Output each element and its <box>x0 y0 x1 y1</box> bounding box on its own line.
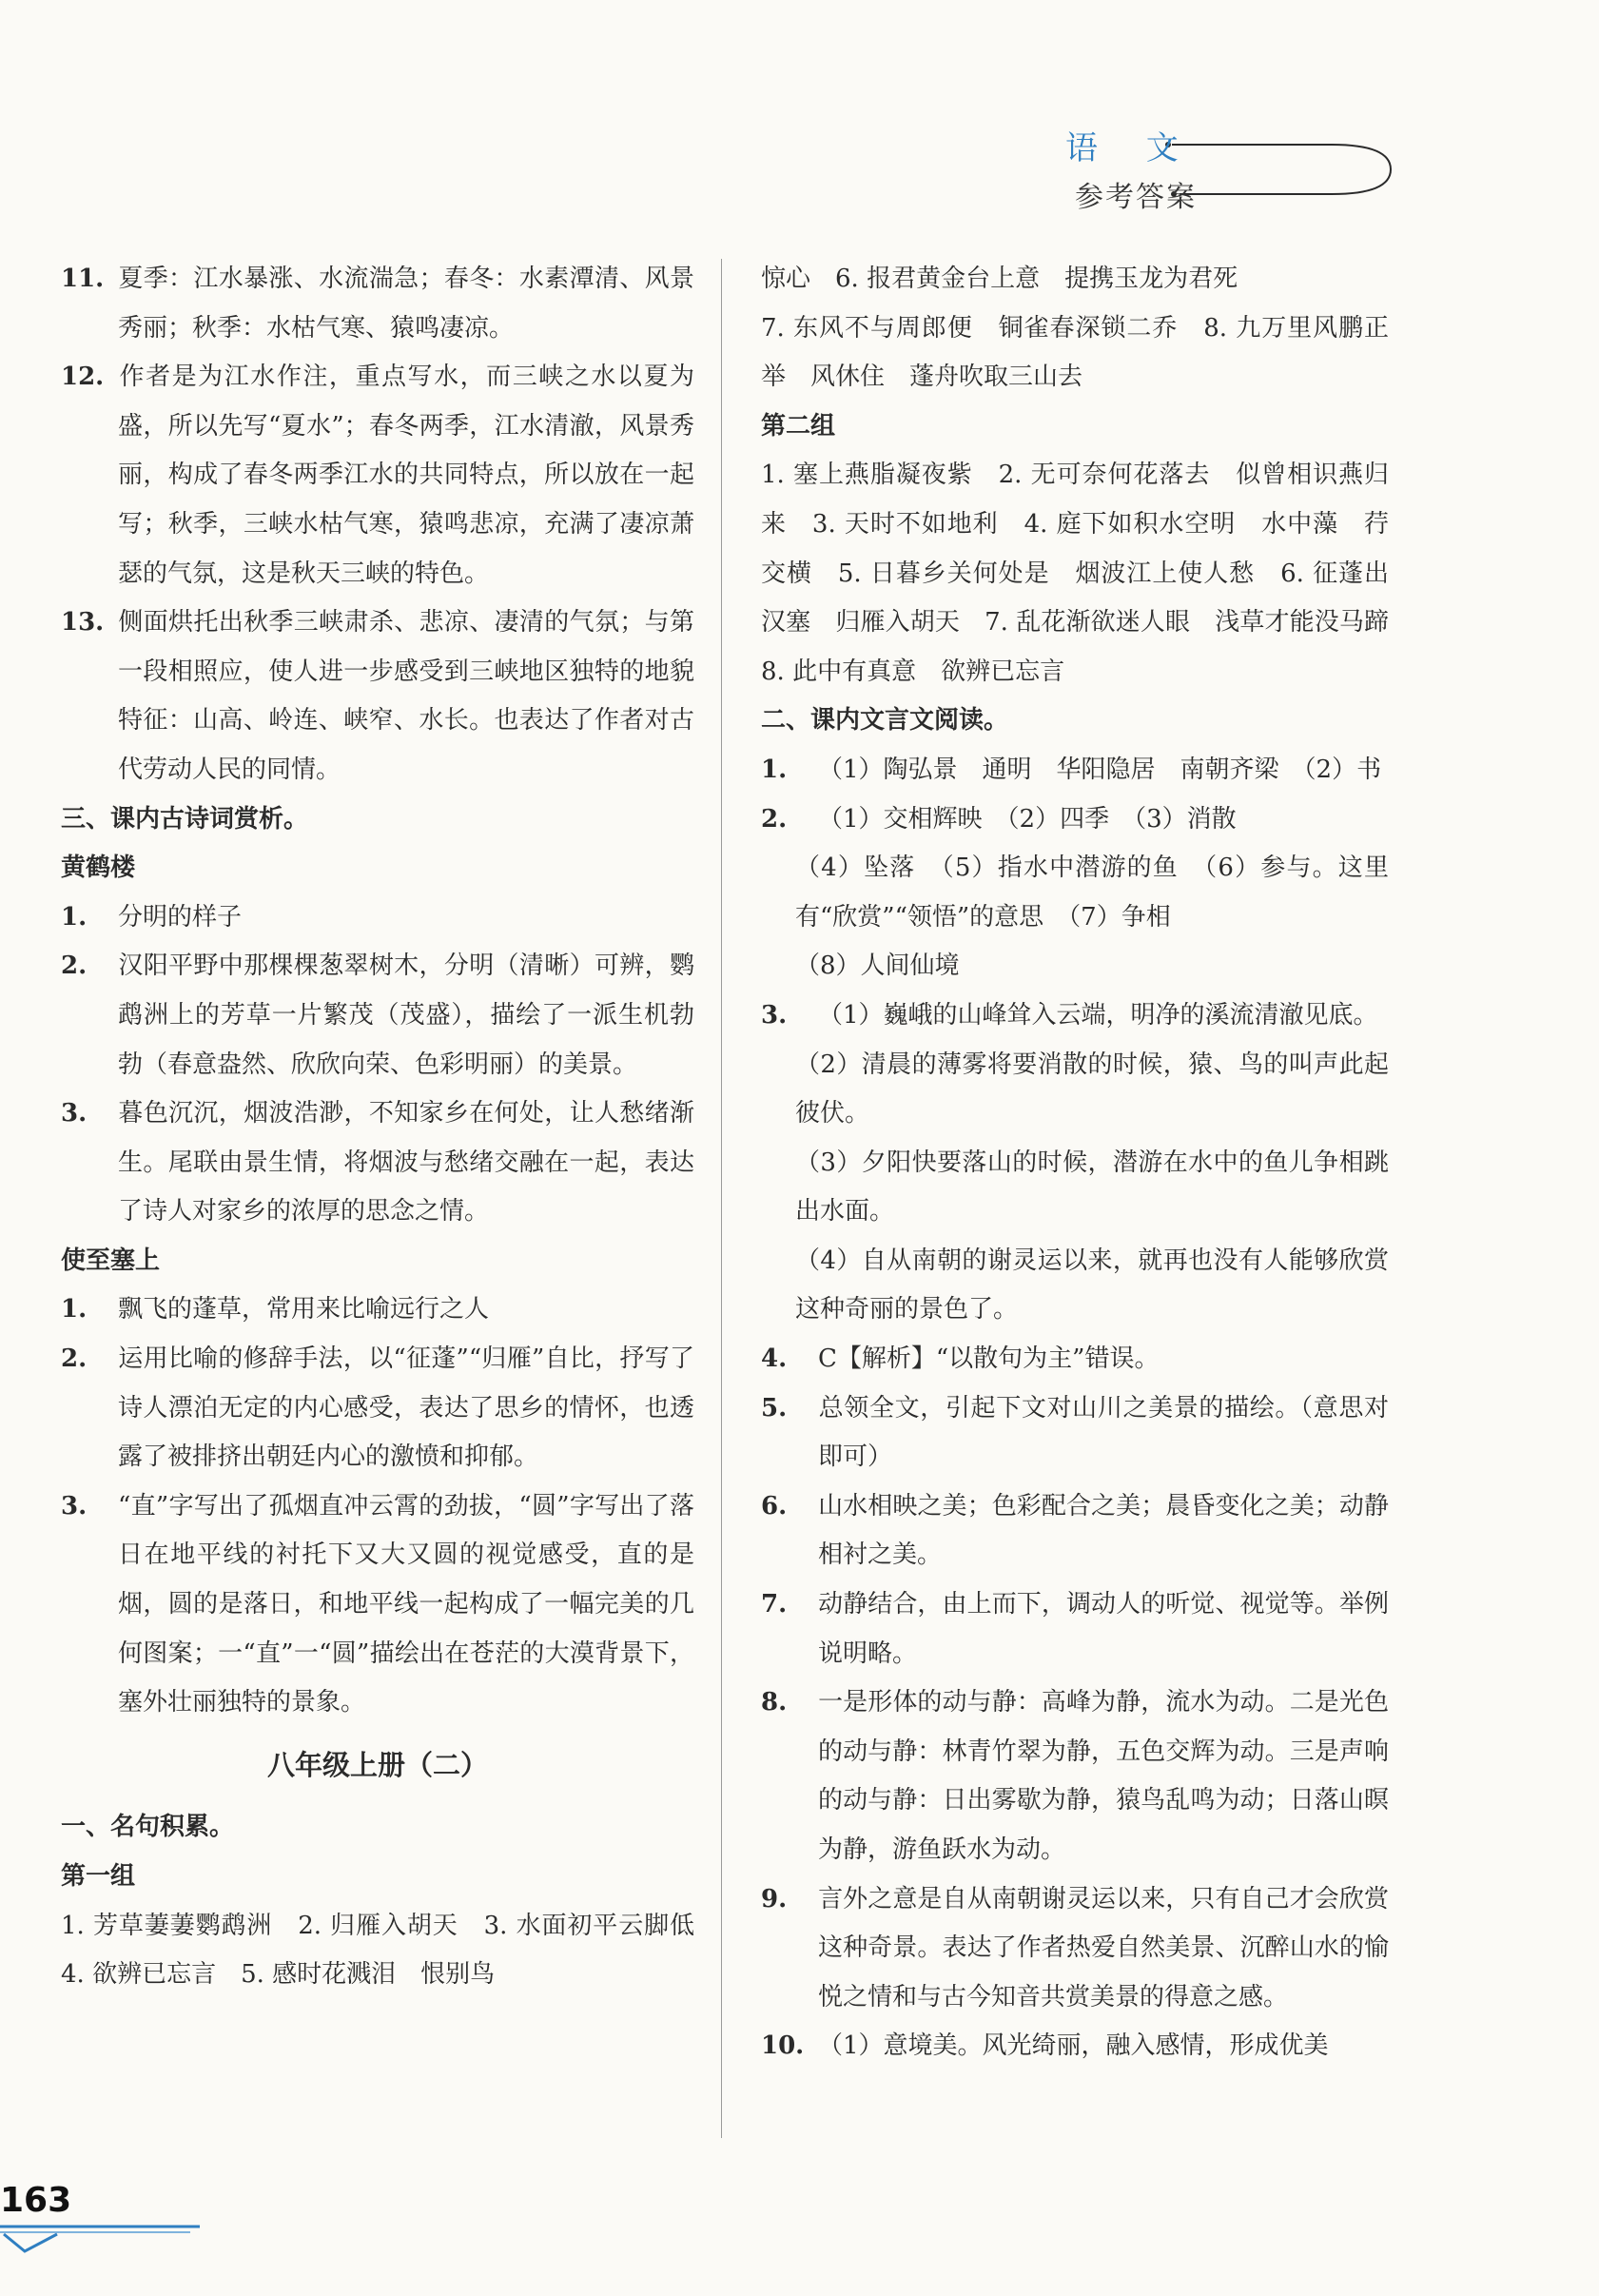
answer-item <box>761 1335 1389 1384</box>
item-text: 夏季：江水暴涨、水流湍急；春冬：水素潭清、风景秀丽；秋季：水枯气寒、猿鸣凄凉。 <box>118 265 694 343</box>
item-number: 12. <box>61 363 105 392</box>
answer-item <box>61 1089 694 1237</box>
answer-line: 1. 塞上燕脂凝夜紫 2. 无可奈何花落去 似曾相识燕归来 3. 天时不如地利 4. 庭下如积水空明 水中藻 荇交横 5. 日暮乡关何处是 烟波江上使人愁 6. 征蓬出汉塞 归雁入胡天 7. 乱花渐欲迷人眼 浅草才能没马蹄 8. 此中有真意 欲辨已忘言 <box>761 461 1414 686</box>
answer-line: 7. 东风不与周郎便 铜雀春深锁二乔 8. 九万里风鹏正举 风休住 蓬舟吹取三山去 <box>761 313 1389 392</box>
answer-subitem: （4）自从南朝的谢灵运以来，就再也没有人能够欣赏这种奇丽的景色了。 <box>795 1246 1389 1325</box>
section-heading: 一、名句积累。 <box>61 1813 235 1842</box>
answer-line: 1. 芳草萋萋鹦鹉洲 2. 归雁入胡天 3. 水面初平云脚低 4. 欲辨已忘言 5. 感时花溅泪 恨别鸟 <box>61 1911 720 1990</box>
subject-label: 语 文 <box>1065 129 1198 167</box>
item-number: 9. <box>761 1884 788 1913</box>
item-number: 2. <box>61 952 88 981</box>
item-text: 飘飞的蓬草，常用来比喻远行之人 <box>118 1295 490 1325</box>
answer-item <box>761 1384 1389 1482</box>
page-number-decoration-icon <box>0 2221 219 2259</box>
item-number: 10. <box>761 2031 805 2061</box>
item-number: 1. <box>61 902 88 932</box>
answer-item <box>761 1580 1389 1678</box>
chapter-title: 八年级上册（二） <box>266 1748 488 1781</box>
item-text: “直”字写出了孤烟直冲云霄的劲拔，“圆”字写出了落日在地平线的衬托下又大又圆的视觉感受，直的是烟，圆的是落日，和地平线一起构成了一幅完美的几何图案；一“直”一“圆”描绘出在苍茫的大漠背景下，塞外壮丽独特的景象。 <box>118 1491 694 1717</box>
item-text: 言外之意是自从南朝谢灵运以来，只有自己才会欣赏这种奇景。表达了作者热爱自然美景、沉醉山水的愉悦之情和与古今知音共赏美景的得意之感。 <box>818 1884 1389 2011</box>
item-number: 3. <box>761 1000 788 1030</box>
sub-heading: 使至塞上 <box>61 1246 161 1275</box>
answer-item <box>761 1875 1389 2023</box>
item-number: 2. <box>761 804 788 834</box>
answers-label: 参考答案 <box>1075 181 1197 214</box>
item-text: 一是形体的动与静：高峰为静，流水为动。二是光色的动与静：林青竹翠为静，五色交辉为动。三是声响的动与静：日出雾歇为静，猿鸟乱鸣为动；日落山暝为静，游鱼跃水为动。 <box>818 1688 1389 1864</box>
item-text: 分明的样子 <box>118 902 243 932</box>
item-text: 汉阳平野中那棵棵葱翠树木，分明（清晰）可辨，鹦鹉洲上的芳草一片繁茂（茂盛），描绘了一派生机勃勃（春意盎然、欣欣向荣、色彩明丽）的美景。 <box>118 952 694 1079</box>
sub-heading: 黄鹤楼 <box>61 854 136 883</box>
item-number: 6. <box>761 1491 788 1521</box>
answer-item <box>61 1335 694 1482</box>
item-text: （1）陶弘景 通明 华阳隐居 南朝齐梁 （2）书 <box>818 755 1382 784</box>
answer-subitem: （2）清晨的薄雾将要消散的时候，猿、鸟的叫声此起彼伏。 <box>795 1050 1389 1128</box>
answer-subitem: （8）人间仙境 <box>795 952 960 981</box>
answer-item <box>761 1678 1389 1874</box>
item-text: （1）交相辉映 （2）四季 （3）消散 <box>818 804 1237 834</box>
answer-item <box>61 893 694 943</box>
answer-item <box>61 599 694 795</box>
answer-item <box>61 255 694 353</box>
right-column <box>761 255 1414 2071</box>
answer-item <box>761 746 1389 795</box>
section-heading: 三、课内古诗词赏析。 <box>61 804 309 834</box>
item-number: 3. <box>61 1491 88 1521</box>
item-text: 总领全文，引起下文对山川之美景的描绘。（意思对即可） <box>818 1393 1389 1472</box>
column-divider <box>721 259 722 2138</box>
answer-item <box>61 1482 694 1728</box>
item-text: （1）巍峨的山峰耸入云端，明净的溪流清澈见底。 <box>818 1000 1378 1030</box>
item-text: C【解析】“以散句为主”错误。 <box>818 1344 1160 1374</box>
answer-item <box>61 1285 694 1335</box>
page-header <box>1056 122 1398 214</box>
answer-item <box>761 1482 1389 1580</box>
section-heading: 二、课内文言文阅读。 <box>761 706 1009 736</box>
item-text: （1）意境美。风光绮丽，融入感情，形成优美 <box>818 2031 1329 2061</box>
page-number: 163 <box>0 2181 72 2220</box>
item-number: 8. <box>761 1688 788 1717</box>
answer-item <box>761 2022 1389 2071</box>
item-number: 5. <box>761 1393 788 1423</box>
answer-item <box>761 795 1389 845</box>
item-number: 13. <box>61 608 105 638</box>
left-column <box>61 255 720 2000</box>
item-number: 4. <box>761 1344 788 1374</box>
item-number: 1. <box>761 755 788 784</box>
item-number: 3. <box>61 1099 88 1128</box>
answer-item <box>761 991 1389 1041</box>
item-number: 1. <box>61 1295 88 1325</box>
item-text: 运用比喻的修辞手法，以“征蓬”“归雁”自比，抒写了诗人漂泊无定的内心感受，表达了思乡的情怀，也透露了被排挤出朝廷内心的激愤和抑郁。 <box>118 1344 694 1472</box>
item-text: 作者是为江水作注，重点写水，而三峡之水以夏为盛，所以先写“夏水”；春冬两季，江水清澈，风景秀丽，构成了春冬两季江水的共同特点，所以放在一起写；秋季，三峡水枯气寒，猿鸣悲凉，充满了凄凉萧瑟的气氛，这是秋天三峡的特色。 <box>118 363 694 588</box>
item-text: 山水相映之美；色彩配合之美；晨昏变化之美；动静相衬之美。 <box>818 1491 1389 1570</box>
item-text: 侧面烘托出秋季三峡肃杀、悲凉、凄清的气氛；与第一段相照应，使人进一步感受到三峡地区独特的地貌特征：山高、岭连、峡窄、水长。也表达了作者对古代劳动人民的同情。 <box>118 608 694 784</box>
sub-heading: 第二组 <box>761 411 836 441</box>
answer-subitem: （3）夕阳快要落山的时候，潜游在水中的鱼儿争相跳出水面。 <box>795 1148 1389 1226</box>
item-text: 动静结合，由上而下，调动人的听觉、视觉等。举例说明略。 <box>818 1590 1389 1668</box>
item-number: 2. <box>61 1344 88 1374</box>
answer-item <box>61 942 694 1089</box>
answer-line: 惊心 6. 报君黄金台上意 提携玉龙为君死 <box>761 265 1238 293</box>
item-number: 11. <box>61 265 105 293</box>
answer-subitem: （4）坠落 （5）指水中潜游的鱼 （6）参与。这里有“欣赏”“领悟”的意思 （7）争相 <box>795 854 1389 932</box>
item-text: 暮色沉沉，烟波浩渺，不知家乡在何处，让人愁绪渐生。尾联由景生情，将烟波与愁绪交融在一起，表达了诗人对家乡的浓厚的思念之情。 <box>118 1099 694 1226</box>
sub-heading: 第一组 <box>61 1862 136 1891</box>
answer-item <box>61 353 694 599</box>
item-number: 7. <box>761 1590 788 1619</box>
